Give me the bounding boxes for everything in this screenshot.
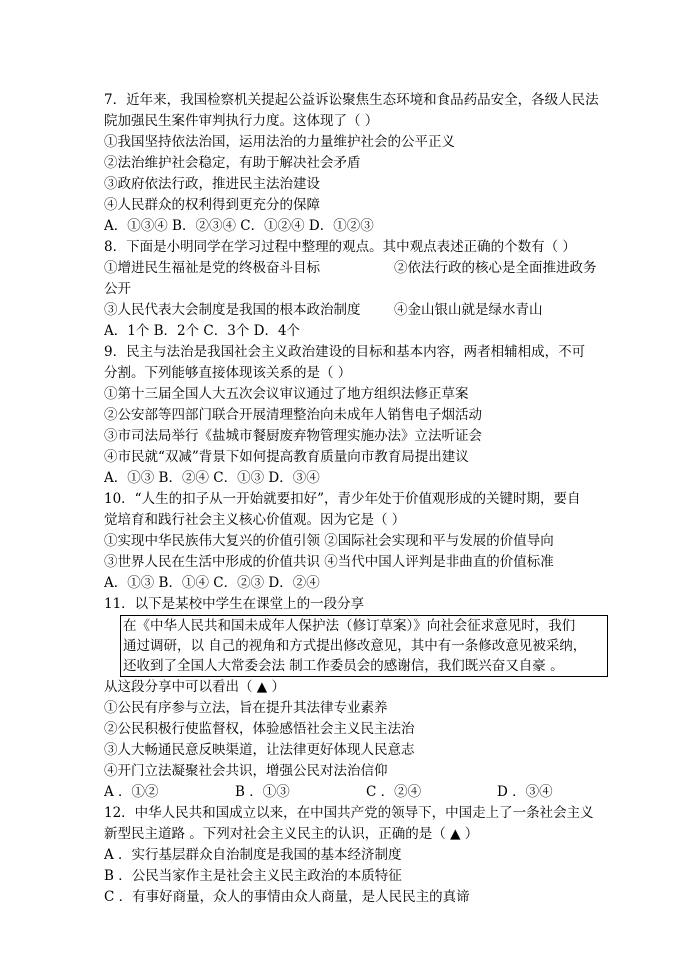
q7-option-2: ②法治维护社会稳定，有助于解决社会矛盾	[104, 155, 361, 171]
q10-answer-choices: A．①③ B．①④ C．②③ D．②④	[104, 575, 320, 591]
q8-options-row2	[104, 300, 624, 321]
q8-options-row1	[104, 258, 624, 279]
q7-option-1: ①我国坚持依法治国，运用法治的力量维护社会的公平正义	[104, 134, 455, 150]
q11-quote-line1: 在《中华人民共和国未成年人保护法（修订草案）》向社会征求意见时，我们	[123, 618, 576, 634]
q7-option-3: ③政府依法行政，推进民主法治建设	[104, 176, 320, 192]
q8-option-1: ①增进民生福祉是党的终极奋斗目标	[104, 260, 320, 276]
q11-quote-line3: 还收到了全国人大常委会法 制工作委员会的感谢信，我们既兴奋又自豪 。	[123, 658, 564, 674]
q11-option-3: ③人大畅通民意反映渠道，让法律更好体现人民意志	[104, 742, 415, 758]
q9-option-2: ②公安部等四部门联合开展清理整治向未成年人销售电子烟活动	[104, 407, 482, 423]
question-12	[104, 803, 624, 908]
q8-option-3: ③人民代表大会制度是我国的根本政治制度	[104, 302, 361, 318]
q7-answer-choices: A．①③④ B．②③④ C．①②④ D．①②③	[104, 218, 374, 234]
q9-stem-line2: 分割。下列能够直接体现该关系的是（ ）	[104, 365, 352, 381]
q7-stem-line2: 院加强民生案件审判执行力度。这体现了（ ）	[104, 113, 379, 129]
q11-choice-a: A ．①②	[104, 784, 159, 800]
question-10	[104, 489, 624, 594]
q12-option-b: B ．公民当家作主是社会主义民主政治的本质特征	[104, 868, 402, 884]
q11-quote-box	[120, 615, 608, 677]
q10-options-3-4: ③世界人民在生活中形成的价值共识 ④当代中国人评判是非曲直的价值标准	[104, 554, 554, 570]
q12-stem-line1: 12．中华人民共和国成立以来，在中国共产党的领导下，中国走上了一条社会主义	[104, 805, 594, 821]
q7-stem-line1: 7．近年来，我国检察机关提起公益诉讼聚焦生态环境和食品药品安全，各级人民法	[104, 92, 599, 108]
q9-option-1: ①第十三届全国人大五次会议审议通过了地方组织法修正草案	[104, 386, 469, 402]
q10-stem-line1: 10．“人生的扣子从一开始就要扣好”，青少年处于价值观形成的关键时期，要自	[104, 491, 581, 507]
question-7	[104, 90, 624, 237]
question-11	[104, 594, 624, 803]
q11-option-1: ①公民有序参与立法，旨在提升其法律专业素养	[104, 700, 388, 716]
q11-choice-c: C ．②④	[366, 784, 422, 800]
q12-option-a: A ．实行基层群众自治制度是我国的基本经济制度	[104, 847, 402, 863]
q8-option-2: ②依法行政的核心是全面推进政务	[394, 260, 597, 276]
q11-option-2: ②公民积极行使监督权，体验感悟社会主义民主法治	[104, 721, 415, 737]
q9-option-4: ④市民就“双减”背景下如何提高教育质量向市教育局提出建议	[104, 449, 469, 465]
q8-answer-choices: A．1个 B．2个 C．3个 D．4个	[104, 323, 301, 339]
q11-stem: 11．以下是某校中学生在课堂上的一段分享	[104, 596, 365, 612]
q10-stem-line2: 觉培育和践行社会主义核心价值观。因为它是（ ）	[104, 512, 406, 528]
q11-answer-choices	[104, 782, 624, 803]
q8-option-2-cont: 公开	[104, 281, 131, 297]
q9-option-3: ③市司法局举行《盐城市餐厨废弃物管理实施办法》立法听证会	[104, 428, 482, 444]
q11-option-4: ④开门立法凝聚社会共识，增强公民对法治信仰	[104, 763, 388, 779]
question-8	[104, 237, 624, 342]
exam-page	[104, 90, 624, 908]
question-9	[104, 342, 624, 489]
q7-option-4: ④人民群众的权利得到更充分的保障	[104, 197, 320, 213]
q8-stem: 8．下面是小明同学在学习过程中整理的观点。其中观点表述正确的个数有（ ）	[104, 239, 576, 255]
q9-answer-choices: A．①③ B．②④ C．①③ D．③④	[104, 470, 320, 486]
q11-choice-d: D ．③④	[497, 784, 553, 800]
q12-stem-line2: 新型民主道路 。下列对社会主义民主的认识，正确的是（ ▲ ）	[104, 826, 479, 842]
q11-quote-line2: 通过调研，以 自己的视角和方式提出修改意见，其中有一条修改意见被采纳，	[123, 638, 587, 654]
q10-options-1-2: ①实现中华民族伟大复兴的价值引领 ②国际社会实现和平与发展的价值导向	[104, 533, 554, 549]
q11-question: 从这段分享中可以看出（ ▲ ）	[104, 679, 285, 695]
q11-choice-b: B ．①③	[235, 784, 290, 800]
q12-option-c: C ．有事好商量，众人的事情由众人商量，是人民民主的真谛	[104, 889, 470, 905]
q9-stem-line1: 9．民主与法治是我国社会主义政治建设的目标和基本内容，两者相辅相成，不可	[104, 344, 586, 360]
q8-option-4: ④金山银山就是绿水青山	[394, 302, 543, 318]
